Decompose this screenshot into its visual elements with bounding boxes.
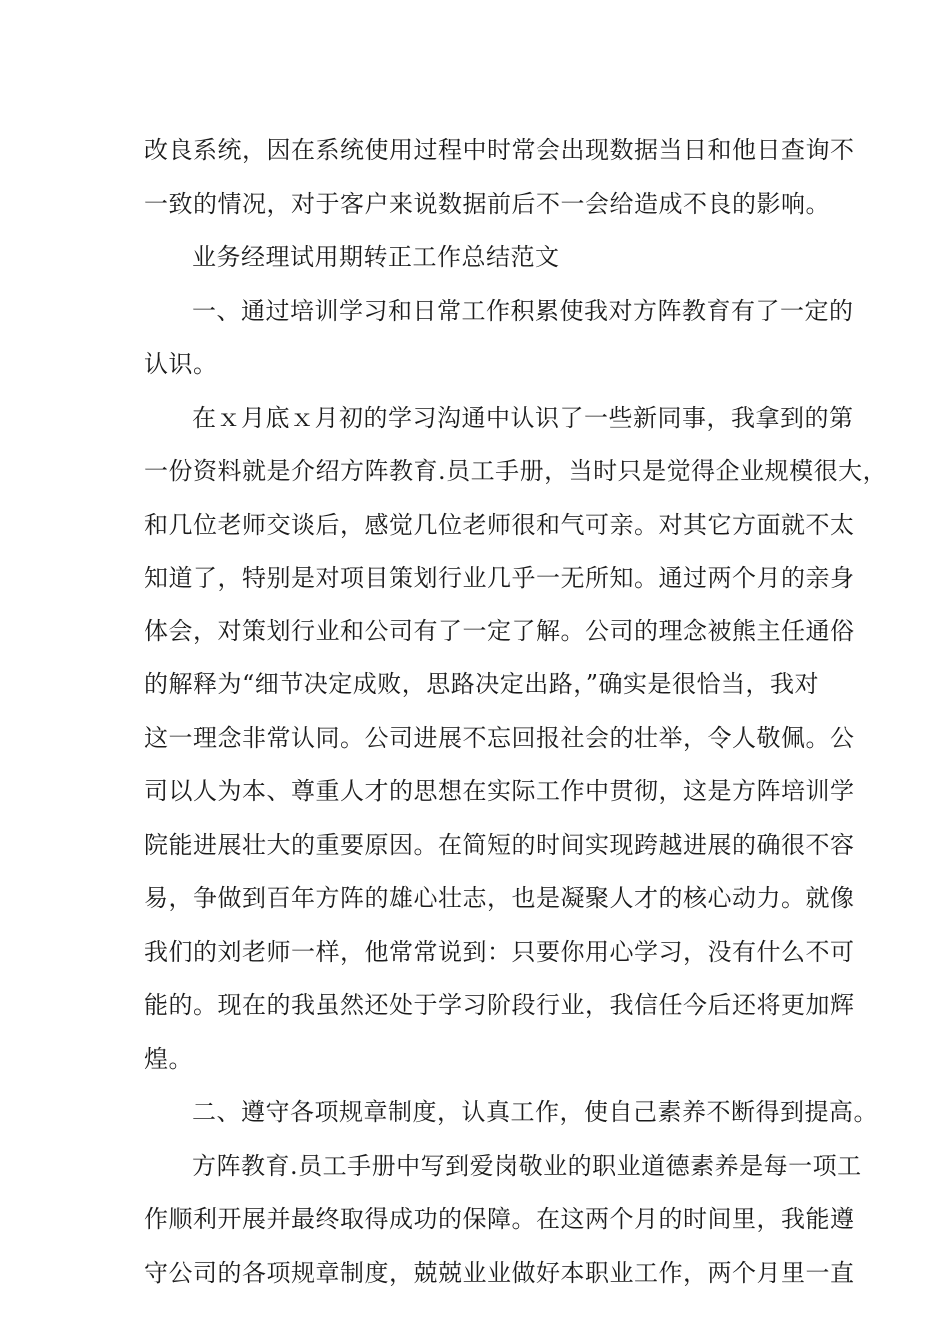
text-line: 认识。 [144,350,218,378]
text-line: 能的。现在的我虽然还处于学习阶段行业，我信任今后还将更加辉 [144,991,855,1019]
text-line: 的解释为“细节决定成败，思路决定出路，”确实是很恰当，我对 [144,670,820,698]
text-line: 作顺利开展并最终取得成功的保障。在这两个月的时间里，我能遵 [144,1205,855,1233]
text-line: 和几位老师交谈后，感觉几位老师很和气可亲。对其它方面就不太 [144,511,855,539]
text-line: 易，争做到百年方阵的雄心壮志，也是凝聚人才的核心动力。就像 [144,884,855,912]
text-line: 守公司的各项规章制度，兢兢业业做好本职业工作，两个月里一直 [144,1259,855,1287]
text-line: 我们的刘老师一样，他常常说到：只要你用心学习，没有什么不可 [144,938,855,966]
text-line: 改良系统，因在系统使用过程中时常会出现数据当日和他日查询不 [144,136,855,164]
text-line: 一份资料就是介绍方阵教育.员工手册，当时只是觉得企业规模很大， [144,457,888,485]
text-line: 知道了，特别是对项目策划行业几乎一无所知。通过两个月的亲身 [144,564,855,592]
text-line: 体会，对策划行业和公司有了一定了解。公司的理念被熊主任通俗 [144,617,855,645]
heading-two: 二、遵守各项规章制度，认真工作，使自己素养不断得到提高。 [192,1098,878,1126]
paragraph-start: 方阵教育.员工手册中写到爱岗敬业的职业道德素养是每一项工 [192,1152,862,1180]
text-line: 这一理念非常认同。公司进展不忘回报社会的壮举，令人敬佩。公 [144,724,855,752]
section-title: 业务经理试用期转正工作总结范文 [192,243,560,271]
text-line: 院能进展壮大的重要原因。在简短的时间实现跨越进展的确很不容 [144,831,855,859]
text-line: 一致的情况，对于客户来说数据前后不一会给造成不良的影响。 [144,190,830,218]
heading-one: 一、通过培训学习和日常工作积累使我对方阵教育有了一定的 [192,297,854,325]
text-line: 煌。 [144,1045,193,1073]
paragraph-start: 在ｘ月底ｘ月初的学习沟通中认识了一些新同事，我拿到的第 [192,404,854,432]
text-line: 司以人为本、尊重人才的思想在实际工作中贯彻，这是方阵培训学 [144,777,855,805]
